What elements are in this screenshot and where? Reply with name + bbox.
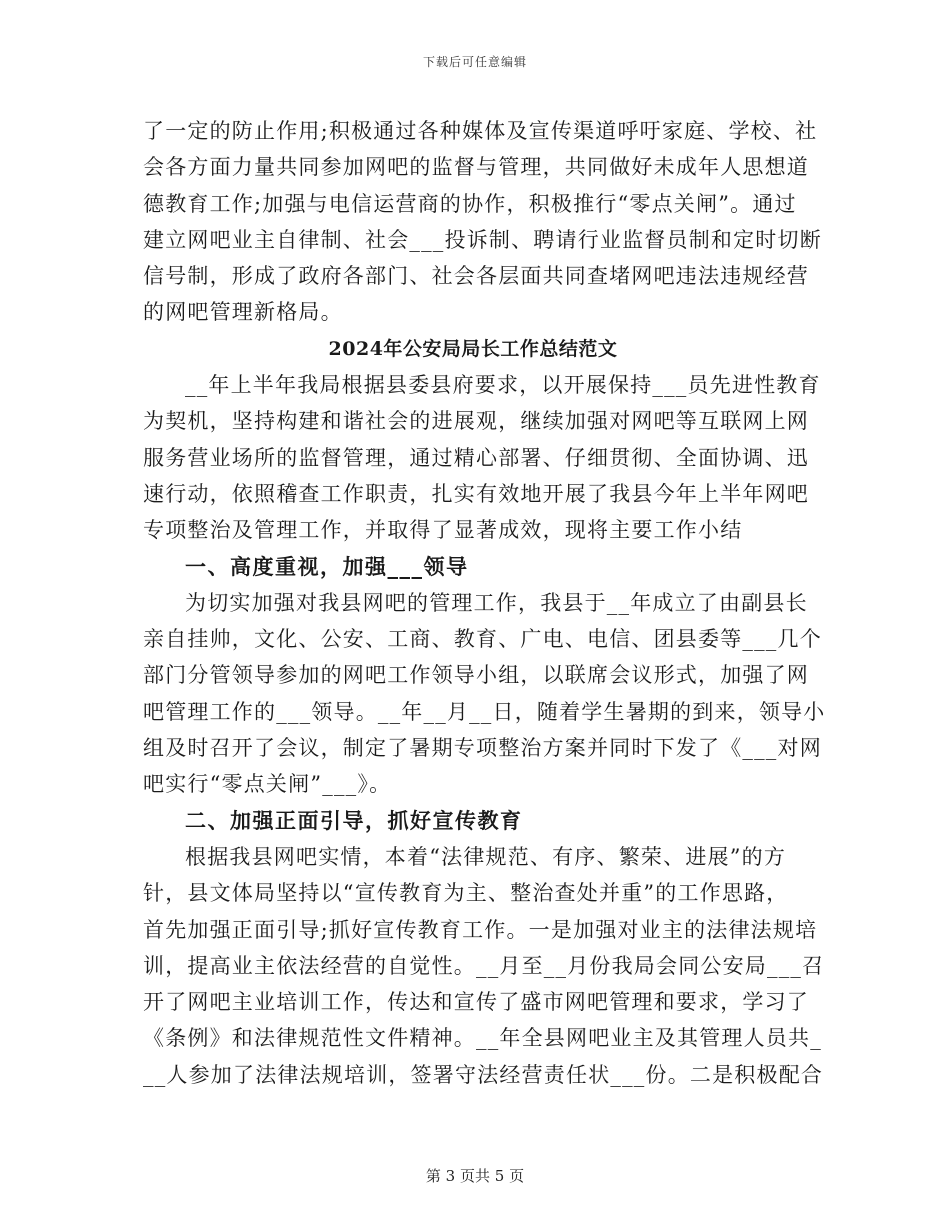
text-line: 训，提高业主依法经营的自觉性。__月至__月份我局会同公安局___召 <box>143 953 825 978</box>
text-line: 会各方面力量共同参加网吧的监督与管理，共同做好未成年人思想道 <box>143 155 809 180</box>
section-heading: 一、高度重视，加强___领导 <box>185 553 469 579</box>
text-line: 开了网吧主业培训工作，传达和宣传了盛市网吧管理和要求，学习了 <box>143 990 809 1015</box>
text-line: 组及时召开了会议，制定了暑期专项整治方案并同时下发了《___对网 <box>143 736 822 761</box>
text-line: 根据我县网吧实情，本着“法律规范、有序、繁荣、进展”的方 <box>185 844 787 869</box>
text-line: 针，县文体局坚持以“宣传教育为主、整治查处并重”的工作思路， <box>143 881 789 906</box>
text-line: 为切实加强对我县网吧的管理工作，我县于__年成立了由副县长 <box>185 590 808 615</box>
text-line: 服务营业场所的监督管理，通过精心部署、仔细贯彻、全面协调、迅 <box>143 445 809 470</box>
text-line: 《条例》和法律规范性文件精神。__年全县网吧业主及其管理人员共_ <box>143 1026 822 1051</box>
text-line: 速行动，依照稽查工作职责，扎实有效地开展了我县今年上半年网吧 <box>143 481 809 506</box>
text-line: 专项整治及管理工作，并取得了显著成效，现将主要工作小结 <box>143 518 743 543</box>
document-title: 2024年公安局局长工作总结范文 <box>328 337 618 360</box>
text-line: __人参加了法律法规培训，签署守法经营责任状___份。二是积极配合 <box>143 1062 824 1087</box>
text-line: __年上半年我局根据县委县府要求，以开展保持___员先进性教育 <box>185 373 821 398</box>
text-line: 首先加强正面引导;抓好宣传教育工作。一是加强对业主的法律法规培 <box>143 917 818 942</box>
text-line: 了一定的防止作用;积极通过各种媒体及宣传渠道呼吁家庭、学校、社 <box>143 119 818 143</box>
text-line: 亲自挂帅，文化、公安、工商、教育、广电、电信、团县委等___几个 <box>143 627 822 652</box>
page-footer: 第 3 页共 5 页 <box>425 1167 525 1185</box>
page-header: 下载后可任意编辑 <box>422 55 527 69</box>
text-line: 德教育工作;加强与电信运营商的协作，积极推行“零点关闸”。通过 <box>143 191 797 216</box>
section-heading: 二、加强正面引导，抓好宣传教育 <box>185 807 523 833</box>
document-body <box>143 113 826 1093</box>
text-line: 吧实行“零点关闸”___》。 <box>143 772 392 797</box>
text-line: 部门分管领导参加的网吧工作领导小组，以联席会议形式，加强了网 <box>143 663 809 688</box>
text-line: 吧管理工作的___领导。__年__月__日，随着学生暑期的到来，领导小 <box>143 699 826 724</box>
text-line: 建立网吧业主自律制、社会___投诉制、聘请行业监督员制和定时切断 <box>143 227 822 252</box>
text-line: 的网吧管理新格局。 <box>143 300 343 325</box>
text-line: 信号制，形成了政府各部门、社会各层面共同查堵网吧违法违规经营 <box>143 264 809 289</box>
text-line: 为契机，坚持构建和谐社会的进展观，继续加强对网吧等互联网上网 <box>143 409 809 434</box>
